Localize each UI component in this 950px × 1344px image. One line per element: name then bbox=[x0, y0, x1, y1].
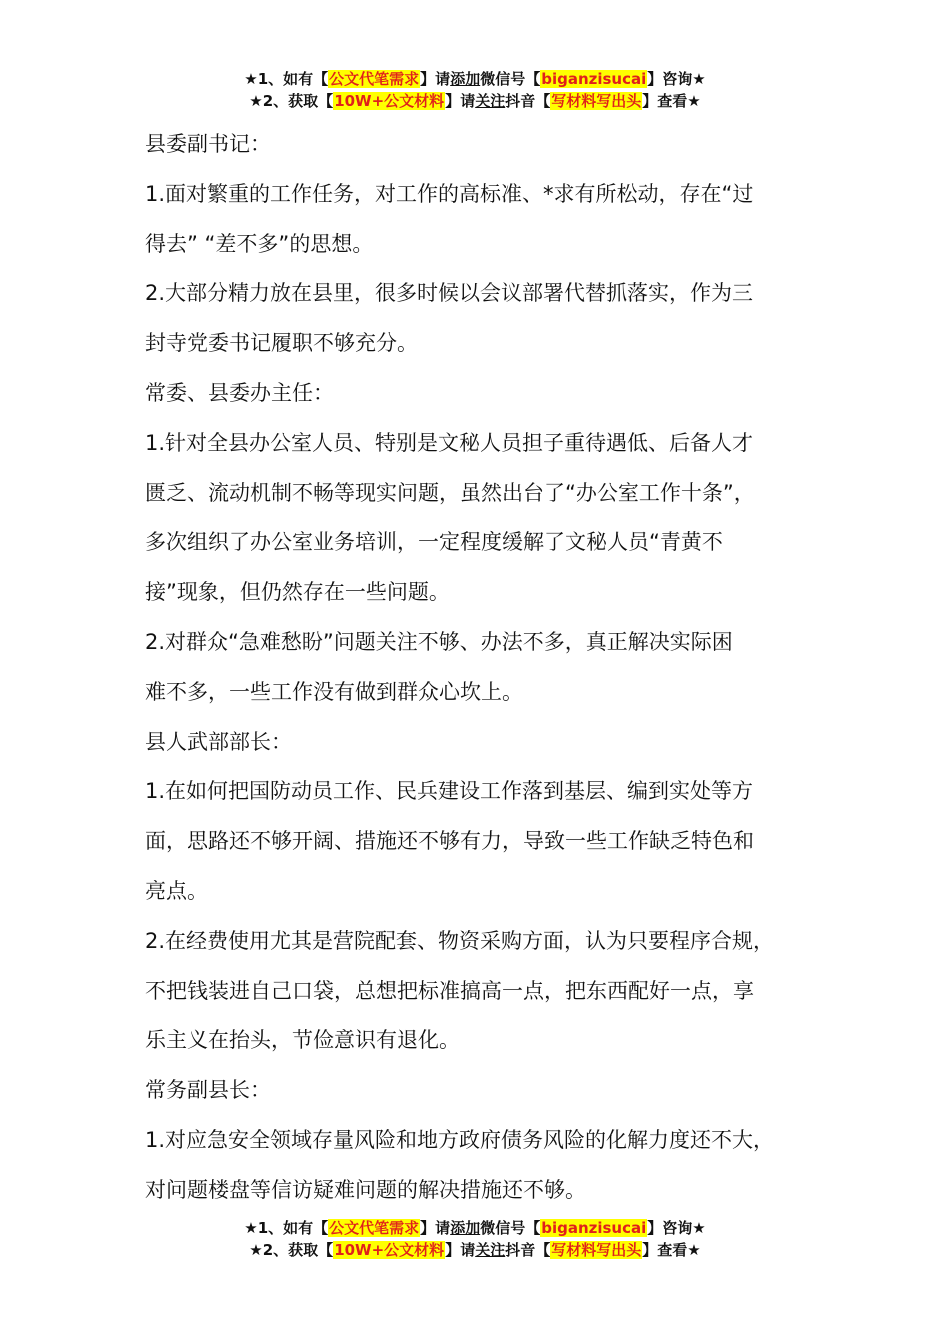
text-line: 1.在如何把国防动员工作、民兵建设工作落到基层、编到实处等方 bbox=[145, 779, 754, 804]
header-underline-follow: 关注 bbox=[475, 92, 506, 110]
text-line: 1.对应急安全领域存量风险和地方政府债务风险的化解力度还不大， bbox=[145, 1127, 775, 1152]
text-line: 匮乏、流动机制不畅等现实问题，虽然出台了“办公室工作十条”， bbox=[145, 480, 755, 505]
heading-deputy-secretary: 县委副书记： bbox=[145, 132, 271, 156]
header-line-1-please: 】请 bbox=[420, 70, 451, 88]
header-highlight-ghostwriting: 公文代笔需求 bbox=[329, 70, 420, 88]
text-line: 2.对群众“急难愁盼”问题关注不够、办法不多，真正解决实际困 bbox=[145, 629, 733, 654]
document-body bbox=[145, 120, 835, 1216]
header-line-1-prefix: ★1、如有【 bbox=[244, 70, 329, 88]
header-line-1-wechat: 微信号【 bbox=[480, 70, 541, 88]
footer-line-2-prefix: ★2、获取【 bbox=[249, 1241, 334, 1259]
header-highlight-wechat-id: biganzisucai bbox=[541, 70, 647, 88]
footer-line-1-suffix: 】咨询★ bbox=[647, 1219, 706, 1237]
text-line: 多次组织了办公室业务培训，一定程度缓解了文秘人员“青黄不 bbox=[145, 530, 723, 555]
footer-line-2-douyin: 抖音【 bbox=[505, 1241, 551, 1259]
text-line: 封寺党委书记履职不够充分。 bbox=[145, 331, 418, 356]
heading-armed-forces-minister: 县人武部部长： bbox=[145, 729, 292, 754]
footer-line-2-please: 】请 bbox=[445, 1241, 476, 1259]
footer-line-1-please: 】请 bbox=[420, 1219, 451, 1237]
text-line: 面，思路还不够开阔、措施还不够有力，导致一些工作缺乏特色和 bbox=[145, 829, 754, 854]
footer-line-2-suffix: 】查看★ bbox=[642, 1241, 701, 1259]
header-line-2-douyin: 抖音【 bbox=[505, 92, 551, 110]
text-line: 不把钱装进自己口袋，总想把标准搞高一点，把东西配好一点，享 bbox=[145, 978, 754, 1003]
footer-banner bbox=[0, 1217, 950, 1261]
footer-highlight-douyin-id: 写材料写出头 bbox=[551, 1241, 642, 1259]
text-line: 对问题楼盘等信访疑难问题的解决措施还不够。 bbox=[145, 1177, 586, 1202]
footer-line-2 bbox=[0, 1239, 950, 1261]
footer-line-1 bbox=[0, 1217, 950, 1239]
text-line: 得去” “差不多”的思想。 bbox=[145, 231, 374, 256]
text-line: 接”现象，但仍然存在一些问题。 bbox=[145, 580, 450, 605]
header-line-2-please: 】请 bbox=[445, 92, 476, 110]
footer-line-1-wechat: 微信号【 bbox=[480, 1219, 541, 1237]
footer-line-1-prefix: ★1、如有【 bbox=[244, 1219, 329, 1237]
text-line: 难不多，一些工作没有做到群众心坎上。 bbox=[145, 679, 523, 704]
text-line: 2.在经费使用尤其是营院配套、物资采购方面，认为只要程序合规， bbox=[145, 928, 775, 953]
footer-underline-follow: 关注 bbox=[475, 1241, 506, 1259]
footer-highlight-ghostwriting: 公文代笔需求 bbox=[329, 1219, 420, 1237]
heading-executive-deputy-county-head: 常务副县长： bbox=[145, 1078, 271, 1103]
header-highlight-materials: 10W+公文材料 bbox=[334, 92, 445, 110]
heading-office-director: 常委、县委办主任： bbox=[145, 380, 334, 405]
header-line-2 bbox=[0, 90, 950, 112]
footer-underline-add: 添加 bbox=[450, 1219, 481, 1237]
text-line: 2.大部分精力放在县里，很多时候以会议部署代替抓落实，作为三 bbox=[145, 281, 754, 306]
header-line-1-suffix: 】咨询★ bbox=[647, 70, 706, 88]
header-line-2-prefix: ★2、获取【 bbox=[249, 92, 334, 110]
footer-highlight-materials: 10W+公文材料 bbox=[334, 1241, 445, 1259]
text-line: 1.针对全县办公室人员、特别是文秘人员担子重待遇低、后备人才 bbox=[145, 430, 754, 455]
header-line-1 bbox=[0, 68, 950, 90]
footer-highlight-wechat-id: biganzisucai bbox=[541, 1219, 647, 1237]
text-line: 1.面对繁重的工作任务，对工作的高标准、*求有所松动，存在“过 bbox=[145, 181, 754, 206]
header-highlight-douyin-id: 写材料写出头 bbox=[551, 92, 642, 110]
header-banner bbox=[0, 68, 950, 112]
text-line: 亮点。 bbox=[145, 878, 208, 903]
header-underline-add: 添加 bbox=[450, 70, 481, 88]
header-line-2-suffix: 】查看★ bbox=[642, 92, 701, 110]
text-line: 乐主义在抬头，节俭意识有退化。 bbox=[145, 1028, 460, 1053]
